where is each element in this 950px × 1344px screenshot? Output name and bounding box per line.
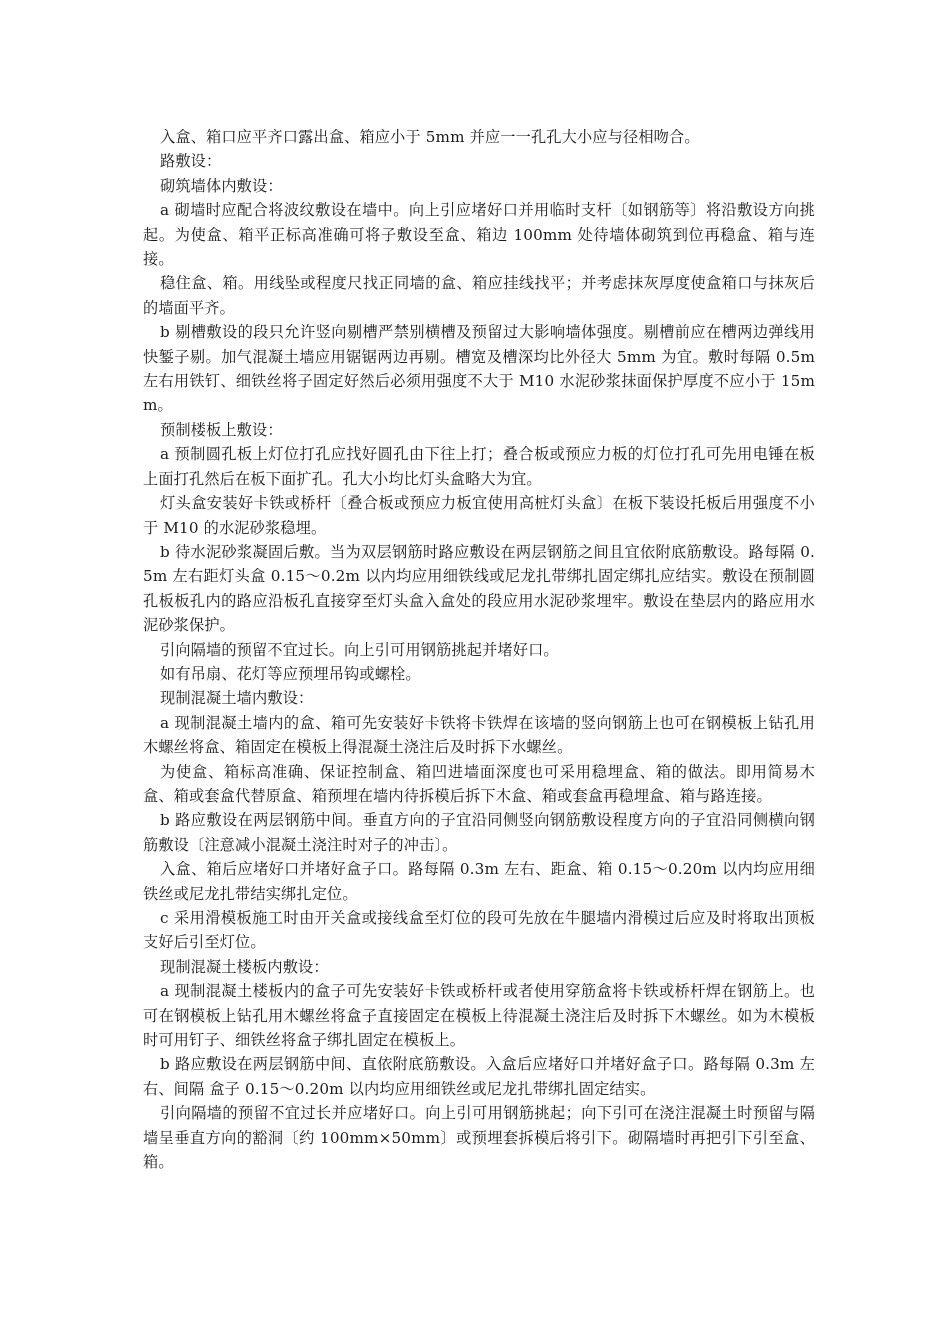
- paragraph: 为使盒、箱标高准确、保证控制盒、箱凹进墙面深度也可采用稳埋盒、箱的做法。即用简易木盒、箱或套盒代替原盒、箱预埋在墙内待拆模后拆下木盒、箱或套盒再稳埋盒、箱与路连接。: [143, 762, 815, 805]
- paragraph: a 现制混凝土楼板内的盒子可先安装好卡铁或桥杆或者使用穿筋盒将卡铁或桥杆焊在钢筋上。也可在钢模板上钻孔用木螺丝将盒子直接固定在模板上待混凝土浇注后及时拆下木螺丝。如为木模板时可用钉子、细铁丝将盒子绑扎固定在模板上。: [143, 982, 815, 1050]
- paragraph: 引向隔墙的预留不宜过长并应堵好口。向上引可用钢筋挑起；向下引可在浇注混凝土时预留与隔墙呈垂直方向的豁洞〔约 100mm×50mm〕或预埋套拆模后将引下。砌隔墙时再把引下引至盒、箱。: [143, 1104, 815, 1172]
- paragraph: c 采用滑模板施工时由开关盒或接线盒至灯位的段可先放在牛腿墙内滑模过后应及时将取出顶板支好后引至灯位。: [143, 909, 815, 952]
- paragraph: b 剔槽敷设的段只允许竖向剔槽严禁别横槽及预留过大影响墙体强度。剔槽前应在槽两边弹线用快錾子剔。加气混凝土墙应用锯锯两边再剔。槽宽及槽深均比外径大 5mm 为宜。敷时每隔 0.5m 左右用铁钉、细铁丝将子固定好然后必须用强度不大于 M10 水泥砂浆抹面保护厚度不应小于 15mm。: [143, 323, 815, 415]
- paragraph: b 路应敷设在两层钢筋中间。垂直方向的子宜沿同侧竖向钢筋敷设程度方向的子宜沿同侧横向钢筋敷设〔注意减小混凝土浇注时对子的冲击〕。: [143, 811, 815, 854]
- paragraph: a 现制混凝土墙内的盒、箱可先安装好卡铁将卡铁焊在该墙的竖向钢筋上也可在钢模板上钻孔用木螺丝将盒、箱固定在模板上得混凝土浇注后及时拆下水螺丝。: [143, 713, 815, 757]
- section-heading: 路敷设：: [160, 152, 222, 171]
- paragraph: b 路应敷设在两层钢筋中间、直依附底筋敷设。入盒后应堵好口并堵好盒子口。路每隔 0.3m 左右、间隔 盒子 0.15～0.20m 以内均应用细铁丝或尼龙扎带绑扎固定结实。: [143, 1055, 815, 1098]
- paragraph: b 待水泥砂浆凝固后敷。当为双层钢筋时路应敷设在两层钢筋之间且宜依附底筋敷设。路每隔 0.5m 左右距灯头盒 0.15～0.2m 以内均应用细铁线或尼龙扎带绑扎固定绑扎应结实。敷设在预制圆孔板板孔内的路应沿板孔直接穿至灯头盒入盒处的段应用水泥砂浆埋牢。敷设在垫层内的路应用水泥砂浆保护。: [143, 542, 815, 635]
- section-heading: 现制混凝土楼板内敷设：: [160, 957, 329, 976]
- section-heading: 砌筑墙体内敷设：: [160, 176, 283, 195]
- section-heading: 现制混凝土墙内敷设：: [160, 689, 314, 708]
- section-heading: 预制楼板上敷设：: [160, 420, 283, 439]
- paragraph: 入盒、箱后应堵好口并堵好盒子口。路每隔 0.3m 左右、距盒、箱 0.15～0.20m 以内均应用细铁丝或尼龙扎带结实绑扎定位。: [143, 860, 815, 903]
- paragraph: 灯头盒安装好卡铁或桥杆〔叠合板或预应力板宜使用高桩灯头盒〕在板下装设托板后用强度不小于 M10 的水泥砂浆稳埋。: [143, 494, 815, 537]
- paragraph: 稳住盒、箱。用线坠或程度尺找正同墙的盒、箱应挂线找平；并考虑抹灰厚度使盒箱口与抹灰后的墙面平齐。: [143, 274, 815, 317]
- paragraph: 如有吊扇、花灯等应预埋吊钩或螺栓。: [160, 664, 421, 683]
- paragraph: a 砌墙时应配合将波纹敷设在墙中。向上引应堵好口并用临时支杆〔如钢筋等〕将沿敷设方向挑起。为使盒、箱平正标高准确可将子敷设至盒、箱边 100mm 处待墙体砌筑到位再稳盒、箱与连接。: [143, 201, 815, 269]
- document-body: [143, 125, 815, 1174]
- paragraph: 入盒、箱口应平齐口露出盒、箱应小于 5mm 并应一一孔孔大小应与径相吻合。: [160, 128, 700, 146]
- paragraph: a 预制圆孔板上灯位打孔应找好圆孔由下往上打；叠合板或预应力板的灯位打孔可先用电锤在板上面打孔然后在板下面扩孔。孔大小均比灯头盒略大为宜。: [143, 445, 815, 488]
- paragraph: 引向隔墙的预留不宜过长。向上引可用钢筋挑起并堵好口。: [160, 640, 559, 659]
